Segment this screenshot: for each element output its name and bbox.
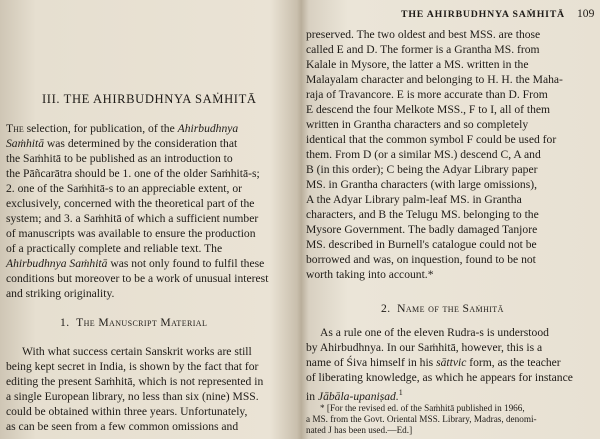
text-line: raja of Travancore. E is more accurate than D. From	[306, 88, 548, 101]
running-head: THE AHIRBUDHNYA SAṀHITĀ	[401, 9, 565, 20]
text-line: in Jābāla-upaniṣad.$^1$	[306, 388, 403, 403]
text-line: name of Śiva himself in his sāttvic form, as the teacher	[306, 356, 561, 369]
section-heading	[60, 316, 207, 330]
footnote-line: nated J has been used.—Ed.]	[306, 425, 413, 435]
footnote-line: a MS. from the Govt. Oriental MSS. Library, Madras, denomi-	[306, 414, 537, 424]
text-line: the Pāñcarātra should be 1. one of the older Saṁhitā-s;	[6, 167, 260, 180]
text-line: by Ahirbudhnya. In our Saṁhitā, however, this is a	[306, 341, 543, 354]
text-line: could be obtained within three years. Unfortunately,	[6, 405, 248, 418]
text-line: worth taking into account.*	[306, 268, 434, 281]
text-line: them. From D (or a similar MS.) descend C, A and	[306, 148, 541, 161]
chapter-heading: III. THE AHIRBUDHNYA SAṀHITĀ	[42, 92, 257, 106]
right-page	[303, 0, 600, 439]
text-line: 2. one of the Saṁhitā-s to an appreciable extent, or	[6, 182, 242, 195]
section-number: 2.	[381, 302, 391, 315]
text-line: A the Adyar Library palm-leaf MS. in Grantha	[306, 193, 522, 206]
text-line: as can be seen from a few common omissions and	[6, 420, 239, 433]
text-line: conditions but moreover to be a work of unusual interest	[6, 272, 269, 285]
section-number: 1.	[60, 316, 70, 329]
text-line: MS. in Grantha characters (with large omissions),	[306, 178, 537, 191]
text-line: being kept secret in India, is shown by the fact that for	[6, 360, 259, 373]
text-line: of liberating knowledge, as which he appears for instance	[306, 371, 573, 384]
left-page	[0, 0, 297, 439]
text-line: borrowed and was, on inquestion, found to be not	[306, 253, 536, 266]
text-line: As a rule one of the eleven Rudra-s is understood	[320, 326, 549, 339]
page-number: 109	[577, 7, 595, 20]
text-line: exclusively, concerned with the theoretical part of the	[6, 197, 255, 210]
text-line: MS. described in Burnell's catalogue could not be	[306, 238, 537, 251]
text-line: called E and D. The former is a Grantha MS. from	[306, 43, 540, 56]
text-line: and striking originality.	[6, 287, 115, 300]
text-line: system; and 3. a Saṁhitā of which a sufficient number	[6, 212, 259, 225]
text-line: Malayalam character and belonging to H. H. the Maha-	[306, 73, 563, 86]
text-line: Saṁhitā was determined by the consideration that	[6, 137, 238, 150]
text-line: editing the present Saṁhitā, which is not represented in	[6, 375, 264, 388]
text-line: the Saṁhitā to be published as an introduction to	[6, 152, 233, 165]
text-line: of a practically complete and reliable text. The	[6, 242, 223, 255]
footnote-line: * [For the revised ed. of the Saṁhitā published in 1966,	[320, 403, 525, 413]
text-line: Mysore Government. The badly damaged Tanjore	[306, 223, 538, 236]
section-title: Name of the Saṁhitā	[397, 302, 504, 315]
text-line: a single European library, no less than six (nine) MSS.	[6, 390, 259, 403]
text-line: preserved. The two oldest and best MSS. are those	[306, 28, 541, 41]
text-line: Ahirbudhnya Saṁhitā was not only found to fulfil these	[6, 257, 265, 270]
text-line: identical that the common symbol F could be used for	[306, 133, 557, 146]
text-line: B (in this order); C being the Adyar Library paper	[306, 163, 538, 176]
section-heading	[381, 302, 504, 316]
text-line: With what success certain Sanskrit works are still	[22, 345, 252, 358]
text-line: Kalale in Mysore, the latter a MS. written in the	[306, 58, 529, 71]
text-line: of manuscripts was available to ensure the production	[6, 227, 256, 240]
text-line: E descend the four Melkote MSS., F to I, all of them	[306, 103, 551, 116]
text-line: written in Grantha characters and so completely	[306, 118, 529, 131]
text-line: characters, and B the Telugu MS. belonging to the	[306, 208, 539, 221]
text-line: The selection, for publication, of the Ahirbudhnya	[6, 122, 239, 135]
section-title: The Manuscript Material	[76, 316, 208, 329]
